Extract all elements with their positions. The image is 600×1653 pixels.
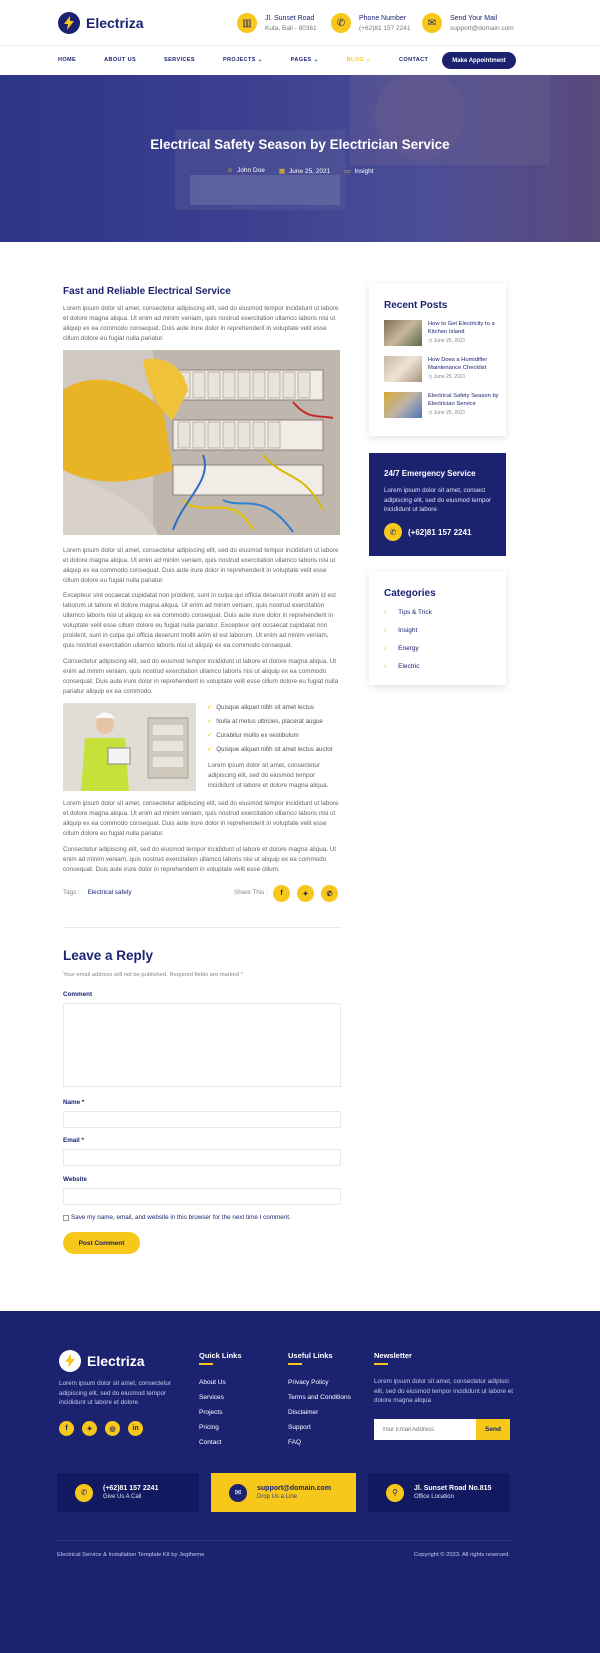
quick-links-list — [199, 1379, 226, 1454]
footer-link-about[interactable]: About Us — [199, 1379, 226, 1386]
building-icon: ▥ — [237, 13, 257, 33]
contact-mail[interactable] — [211, 1473, 356, 1512]
check-text: Nulla at metus ultricies, placerat augue — [216, 718, 323, 725]
footer-link-terms[interactable]: Terms and Conditions — [288, 1394, 351, 1401]
categories-title: Categories — [384, 588, 436, 599]
nav-home[interactable]: HOME — [58, 57, 77, 63]
post-category: Insight — [354, 168, 374, 175]
name-input[interactable] — [63, 1111, 341, 1128]
chevron-right-icon: › — [384, 645, 387, 652]
check-item — [207, 746, 347, 753]
clock-icon: ◷ — [428, 374, 433, 380]
meta-category[interactable] — [344, 167, 373, 175]
category-label: Energy — [398, 645, 419, 652]
category-item[interactable] — [384, 663, 432, 670]
quick-links-underline — [199, 1363, 213, 1365]
linkedin-icon[interactable]: in — [128, 1421, 143, 1436]
article-paragraph-6: Consectetur adipiscing elit, sed do eiusmod tempor incididunt ut labore et dolore magna aliqua. Ut enim ad minim veniam, quis nostrud exercitation ullamco laboris nisi ut aliquip ex ea commodo consequat. Duis aute irure dolor in reprehenderit in voluptate velit esse cillum. — [63, 846, 337, 873]
phone-label: Phone Number — [359, 14, 407, 22]
chevron-down-icon: ⌄ — [257, 57, 263, 63]
check-icon: ✓ — [207, 718, 213, 725]
phone-value[interactable]: (+62)81 157 2241 — [359, 24, 411, 32]
article-paragraph-4: Consectetur adipiscing elit, sed do eiusmod tempor incididunt ut labore et dolore magna aliqua. Ut enim ad minim veniam, quis nostrud exercitation ullamco laboris nisi ut aliquip ex ea commodo consequat. Duis aute irure dolor in reprehenderit in voluptate velit esse cillum dolore eu fugiat nulla pariatur aliquip ex ea commodo. — [63, 658, 339, 695]
mail-icon: ✉ — [422, 13, 442, 33]
meta-date — [279, 167, 330, 175]
recent-post-title: How to Get Electricity to a Kitchen Island — [428, 321, 495, 335]
footer-link-services[interactable]: Services — [199, 1394, 224, 1401]
check-item — [207, 704, 347, 711]
reply-note: Your email address will not be published. Required fields are marked * — [63, 972, 243, 978]
category-label: Insight — [398, 627, 418, 634]
footer-about: Lorem ipsum dolor sit amet, consectetur adipiscing elit, sed do eiusmod tempor incididunt ut labore et dolore — [59, 1380, 171, 1406]
newsletter-text: Lorem ipsum dolor sit amet, consectetur adipisci elit, sed do eiusmod tempor incididunt ut labore et dolore magna aliqua — [374, 1378, 513, 1404]
emergency-phone[interactable] — [384, 523, 471, 541]
folder-icon: ▭ — [344, 168, 351, 175]
emergency-text: Lorem ipsum dolor sit amet, consect adipiscing elit, sed do eiusmod tempor incididunt ut labore — [384, 487, 492, 513]
lightning-icon — [59, 1350, 81, 1372]
footer-social — [59, 1421, 143, 1436]
comment-textarea[interactable] — [63, 1003, 341, 1087]
phone-icon: ✆ — [75, 1484, 93, 1502]
recent-post-date: June 25, 2021 — [433, 374, 466, 380]
emergency-title: 24/7 Emergency Service — [384, 469, 476, 478]
mail-label: Send Your Mail — [450, 14, 498, 22]
footer-brand-name: Electriza — [87, 1353, 145, 1369]
hero-meta — [0, 167, 600, 175]
nav-blog-label: BLOG — [346, 57, 365, 63]
save-info-row — [63, 1214, 291, 1221]
main-nav — [58, 57, 456, 63]
check-text: Quisque aliquet nibh sit amet lectus — [216, 704, 314, 711]
article-image-electrician — [63, 350, 340, 535]
footer-link-contact[interactable]: Contact — [199, 1439, 222, 1446]
recent-post-item[interactable] — [384, 320, 499, 346]
categories-card — [369, 572, 506, 685]
nav-services[interactable]: SERVICES — [164, 57, 195, 63]
save-info-checkbox[interactable] — [63, 1215, 69, 1221]
article-paragraph-1: Lorem ipsum dolor sit amet, consectetur adipiscing elit, sed do eiusmod tempor incididunt ut labore et dolore magna aliqua. Ut enim ad minim veniam, quis nostrud exercitation ullamco laboris nisi ut aliquip ex ea commodo consequat. Duis aute irure dolor in reprehenderit in voluptate velit esse cillum dolore eu fugiat nulla pariatur. — [63, 305, 339, 342]
recent-post-thumbnail — [384, 356, 422, 382]
tags-row — [63, 889, 132, 896]
hero-background-image — [0, 75, 600, 242]
recent-post-thumbnail — [384, 392, 422, 418]
phone-icon: ✆ — [384, 523, 402, 541]
nav-projects[interactable] — [223, 57, 263, 63]
category-label: Electric — [398, 663, 420, 670]
article-paragraph-2: Lorem ipsum dolor sit amet, consectetur adipiscing elit, sed do eiusmod tempor incididunt ut labore et dolore magna aliqua. Ut enim ad minim veniam, quis nostrud exercitation ullamco laboris nisi ut aliquip ex ea commodo consequat. Duis aute irure dolor in reprehenderit in voluptate velit esse cillum dolore eu fugiat nulla pariatur. — [63, 547, 339, 584]
footer-link-support[interactable]: Support — [288, 1424, 311, 1431]
post-date: June 25, 2021 — [289, 168, 331, 175]
phone-icon: ✆ — [331, 13, 351, 33]
hero-banner — [0, 75, 600, 242]
article-paragraph-5: Lorem ipsum dolor sit amet, consectetur adipiscing elit, sed do eiusmod tempor incididunt ut labore et dolore magna aliqua. Ut enim ad minim veniam, quis nostrud exercitation ullamco laboris nisi ut aliquip ex ea commodo consequat. Duis aute irure dolor in reprehenderit in voluptate velit esse cillum dolore eu fugiat nulla pariatur. — [63, 800, 339, 837]
footer-divider — [57, 1540, 510, 1541]
contact-call-value: (+62)81 157 2241 — [103, 1485, 159, 1492]
brand-logo[interactable] — [58, 12, 144, 34]
emergency-card — [369, 453, 506, 556]
whatsapp-icon[interactable]: ✆ — [321, 885, 338, 902]
contact-location-label: Office Location — [414, 1494, 454, 1500]
location-pin-icon: ⚲ — [386, 1484, 404, 1502]
category-item[interactable] — [384, 645, 432, 652]
chevron-right-icon: › — [384, 663, 387, 670]
post-comment-button[interactable]: Post Comment — [63, 1232, 140, 1254]
newsletter-title: Newsletter — [374, 1351, 412, 1360]
category-label: Tips & Trick — [398, 609, 432, 616]
check-icon: ✓ — [207, 732, 213, 739]
header-phone — [331, 13, 411, 33]
contact-mail-label: Drop Us a Line — [257, 1494, 298, 1500]
mail-icon: ✉ — [229, 1484, 247, 1502]
check-icon: ✓ — [207, 746, 213, 753]
nav-contact[interactable]: CONTACT — [399, 57, 429, 63]
recent-post-date: June 25, 2021 — [433, 338, 466, 344]
newsletter-underline — [374, 1363, 388, 1365]
nav-projects-label: PROJECTS — [222, 57, 256, 63]
twitter-icon[interactable]: ✦ — [82, 1421, 97, 1436]
footer-credit: Electrical Service & Installation Template Kit by Jegtheme — [57, 1552, 205, 1558]
facebook-icon[interactable]: f — [59, 1421, 74, 1436]
article-divider — [63, 927, 341, 928]
categories-list — [384, 609, 432, 681]
article-paragraph-3: Excepteur sint occaecat cupidatat non proident, sunt in culpa qui officia deserunt mollit anim id est laborum.ut labore et dolore magna aliqua. Ut enim ad minim veniam, quis nostrud exercitation ullamco laboris nisi ut aliquip ex ea commodo consequat. Duis aute irure dolor in reprehenderit in voluptate velit esse cillum dolore eu fugiat nulla pariatur. Excepteur sint occaecat cupidatat non proident, sunt in culpa qui officia deserunt mollit anim id est laborum. Ut enim ad minim veniam, quis nostrud exercitation ullamco laboris nisi ut aliquip ex ea commodo consequat. — [63, 592, 336, 649]
make-appointment-button[interactable]: Make Appointment — [442, 52, 516, 69]
footer-link-projects[interactable]: Projects — [199, 1409, 223, 1416]
twitter-icon[interactable]: ✦ — [297, 885, 314, 902]
clock-icon: ◷ — [428, 338, 433, 344]
clock-icon: ◷ — [428, 410, 433, 416]
recent-posts-card — [369, 284, 506, 436]
emergency-phone-number: (+62)81 157 2241 — [408, 527, 472, 537]
reply-title: Leave a Reply — [63, 948, 154, 963]
check-icon: ✓ — [207, 704, 213, 711]
nav-pages[interactable] — [291, 57, 319, 63]
mail-value[interactable]: support@domain.com — [450, 24, 514, 32]
chevron-right-icon: › — [384, 609, 387, 616]
footer-copyright: Copyright © 2023. All rights reserved. — [413, 1552, 510, 1558]
meta-author[interactable] — [226, 167, 264, 175]
calendar-icon: ▦ — [278, 168, 286, 175]
newsletter-send-button[interactable]: Send — [476, 1419, 510, 1440]
footer — [0, 1311, 600, 1653]
tags-label: Tags : — [63, 889, 80, 896]
nav-blog[interactable] — [347, 57, 371, 63]
contact-location-value: Jl. Sunset Road No.815 — [414, 1485, 492, 1492]
recent-posts-list — [384, 320, 499, 428]
lightning-icon — [58, 12, 80, 34]
chevron-down-icon: ⌄ — [313, 57, 319, 63]
category-item[interactable] — [384, 627, 432, 634]
check-item — [207, 732, 347, 739]
nav-about[interactable]: ABOUT US — [104, 57, 137, 63]
email-input[interactable] — [63, 1149, 341, 1166]
user-icon: ☺ — [226, 167, 234, 174]
recent-post-title: Electrical Safety Season by Electrician Service — [428, 393, 499, 407]
useful-links-title: Useful Links — [288, 1351, 333, 1360]
chevron-down-icon: ⌄ — [366, 57, 372, 63]
header-mail — [422, 13, 514, 33]
check-text: Curabitur mollis ex vestibulum — [216, 732, 299, 739]
recent-post-item[interactable] — [384, 356, 499, 382]
hero-title: Electrical Safety Season by Electrician Service — [150, 137, 450, 152]
recent-posts-title: Recent Posts — [384, 300, 448, 311]
electrical-panel-illustration — [63, 350, 340, 535]
quick-links-title: Quick Links — [199, 1351, 242, 1360]
check-text: Quisque aliquet nibh sit amet lectus auctor — [216, 746, 333, 753]
brand-name: Electriza — [86, 15, 144, 31]
footer-link-faq[interactable]: FAQ — [288, 1439, 302, 1446]
email-label: Email * — [63, 1137, 84, 1144]
useful-links-underline — [288, 1363, 302, 1365]
address-line2: Kuta, Bali - 80361 — [265, 24, 317, 32]
recent-post-date: June 25, 2021 — [433, 410, 466, 416]
author-name: John Doe — [237, 167, 265, 174]
recent-post-thumbnail — [384, 320, 422, 346]
recent-post-title: How Does a Humidifier Maintenance Checklist — [428, 357, 488, 371]
inspector-illustration — [63, 703, 196, 791]
contact-location[interactable] — [368, 1473, 510, 1512]
category-item[interactable] — [384, 609, 432, 616]
useful-links-list — [288, 1379, 351, 1454]
tag-link[interactable]: Electrical safety — [87, 889, 132, 896]
footer-link-privacy[interactable]: Privacy Policy — [288, 1379, 329, 1386]
header-divider — [0, 45, 600, 46]
header-address — [237, 13, 317, 33]
footer-logo[interactable] — [59, 1350, 145, 1372]
recent-post-item[interactable] — [384, 392, 499, 418]
chevron-right-icon: › — [384, 627, 387, 634]
contact-call[interactable] — [57, 1473, 199, 1512]
nav-pages-label: PAGES — [290, 57, 312, 63]
newsletter-email-input[interactable] — [374, 1419, 476, 1440]
contact-mail-value: support@domain.com — [257, 1485, 332, 1492]
save-info-label: Save my name, email, and website in this browser for the next time I comment. — [71, 1214, 291, 1221]
address-line1: Jl. Sunset Road — [265, 14, 315, 22]
article-heading: Fast and Reliable Electrical Service — [63, 286, 231, 297]
name-label: Name * — [63, 1099, 85, 1106]
checklist-side-text: Lorem ipsum dolor sit amet, consectetur adipiscing elit, sed do eiusmod tempor incididunt ut labore et dolore magna aliqua. — [208, 762, 329, 789]
website-input[interactable] — [63, 1188, 341, 1205]
website-label: Website — [63, 1176, 88, 1183]
facebook-icon[interactable]: f — [273, 885, 290, 902]
instagram-icon[interactable]: ◎ — [105, 1421, 120, 1436]
check-item — [207, 718, 347, 725]
contact-call-label: Give Us A Call — [103, 1494, 142, 1500]
article-image-inspector — [63, 703, 196, 791]
footer-link-pricing[interactable]: Pricing — [199, 1424, 219, 1431]
feature-checklist — [207, 704, 347, 760]
footer-link-disclaimer[interactable]: Disclaimer — [288, 1409, 319, 1416]
comment-label: Comment — [63, 991, 93, 998]
share-label: Share This : — [234, 889, 268, 896]
